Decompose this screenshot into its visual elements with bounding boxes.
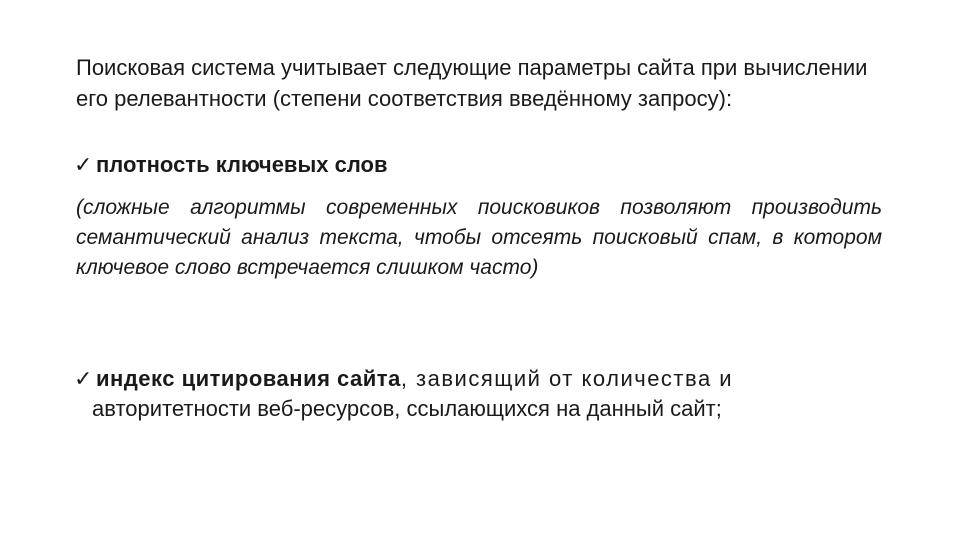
bullet-label: индекс цитирования сайта	[96, 366, 401, 391]
bullet-text-line2: авторитетности веб-ресурсов, ссылающихся на данный сайт;	[92, 396, 722, 421]
bullet-keyword-density	[74, 150, 894, 180]
check-mark-icon: ✓	[74, 152, 93, 177]
intro-paragraph: Поисковая система учитывает следующие параметры сайта при вычислении его релевантности (степени соответствия введённому запросу):	[76, 55, 868, 111]
explanation-note: (сложные алгоритмы современных поисковиков позволяют производить семантический анализ текста, чтобы отсеять поисковый спам, в котором ключевое слово встречается слишком часто)	[76, 196, 882, 279]
bullet-label: плотность ключевых слов	[96, 152, 388, 177]
bullet-citation-index	[74, 364, 882, 424]
bullet-text-line1: , зависящий от количества и	[400, 366, 734, 391]
check-mark-icon: ✓	[74, 366, 93, 391]
bullet-first-line	[74, 366, 733, 391]
